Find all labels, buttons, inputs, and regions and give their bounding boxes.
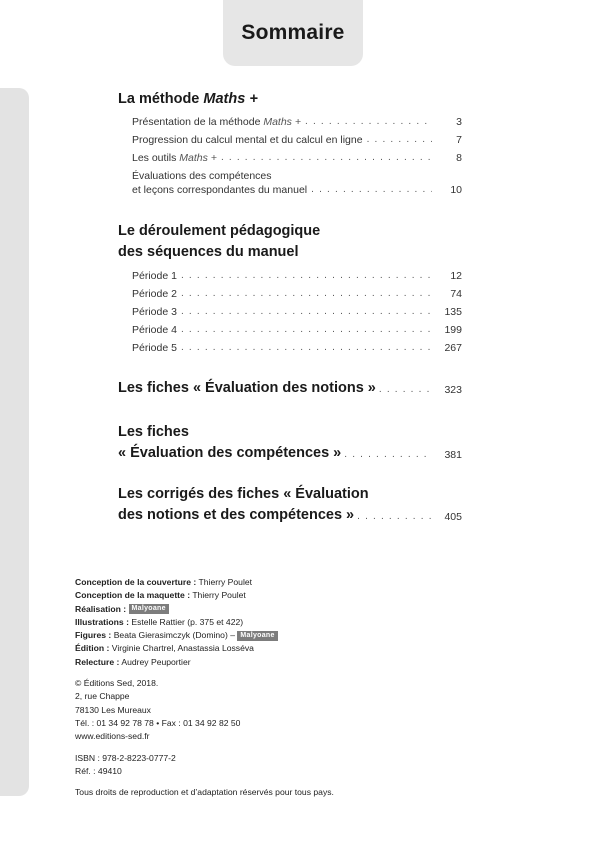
page-number: 8 xyxy=(456,152,462,164)
toc-section-methode xyxy=(118,89,462,197)
toc-entry[interactable]: « Évaluation des compétences » . . . 381 xyxy=(118,443,462,464)
credit-line: Édition : Virginie Chartrel, Anastassia Losséva xyxy=(75,643,254,654)
rights-notice: Tous droits de reproduction et d’adaptation réservés pour tous pays. xyxy=(75,787,334,798)
leader-dots xyxy=(344,449,432,461)
section-title: Les fiches xyxy=(118,424,189,440)
toc-section-corriges xyxy=(118,484,462,526)
credit-line: Figures : Beata Gierasimczyk (Domino) – Malyoane xyxy=(75,629,455,642)
studio-logo: Malyoane xyxy=(237,631,277,641)
section-title-line2: des séquences du manuel xyxy=(118,244,299,260)
leader-dots xyxy=(181,287,432,301)
page-number: 12 xyxy=(450,270,462,282)
section-title: Les corrigés des fiches « Évaluation xyxy=(118,486,369,502)
publisher-address: © Éditions Sed, 2018. 2, rue Chappe 78130 Les Mureaux Tél. : 01 34 92 78 78 • Fax : 01 34 92 82 50 www.editions-sed.fr xyxy=(75,677,455,743)
toc-section-fiches-notions xyxy=(118,378,462,399)
page-number: 405 xyxy=(444,511,462,523)
page-number: 381 xyxy=(444,449,462,461)
toc-section-fiches-competences xyxy=(118,422,462,464)
credits-block xyxy=(75,576,455,799)
toc-section-deroulement xyxy=(118,221,462,355)
toc-entry[interactable]: Période 4 . . . 199 xyxy=(118,323,462,337)
page-number: 3 xyxy=(456,116,462,128)
leader-dots xyxy=(305,115,432,129)
section-title: La méthode Maths + xyxy=(118,91,258,107)
credit-line: Relecture : Audrey Peuportier xyxy=(75,656,191,667)
page-number: 74 xyxy=(450,288,462,300)
toc-entry[interactable]: Période 5 . . . 267 xyxy=(118,341,462,355)
page-number: 7 xyxy=(456,134,462,146)
toc-entry[interactable]: Évaluations des compétences et leçons correspondantes du manuel . . . 10 xyxy=(118,169,462,197)
leader-dots xyxy=(181,323,432,337)
toc-entry[interactable]: Période 2 . . . 74 xyxy=(118,287,462,301)
publisher-website[interactable]: www.editions-sed.fr xyxy=(75,731,150,742)
credit-line: Conception de la maquette : Thierry Poulet xyxy=(75,590,246,601)
isbn: ISBN : 978-2-8223-0777-2 xyxy=(75,752,176,763)
credit-line: Illustrations : Estelle Rattier (p. 375 et 422) xyxy=(75,616,244,627)
page-title: Sommaire xyxy=(241,21,345,44)
leader-dots xyxy=(367,133,432,147)
page-title-tab xyxy=(223,0,363,66)
identifiers xyxy=(75,752,455,779)
credit-line: Conception de la couverture : Thierry Poulet xyxy=(75,577,253,587)
toc-entry[interactable]: Les outils Maths + . . . 8 xyxy=(118,151,462,165)
toc-entry[interactable]: Présentation de la méthode Maths + . . . 3 xyxy=(118,115,462,129)
studio-logo: Malyoane xyxy=(129,604,169,614)
toc-entry[interactable]: Période 1 . . . 12 xyxy=(118,269,462,283)
page-number: 10 xyxy=(450,184,462,196)
toc-entry[interactable]: Progression du calcul mental et du calcul en ligne . . . 7 xyxy=(118,133,462,147)
leader-dots xyxy=(181,341,432,355)
reference: Réf. : 49410 xyxy=(75,765,122,776)
leader-dots xyxy=(357,511,432,523)
page-number: 135 xyxy=(444,306,462,318)
leader-dots xyxy=(181,269,432,283)
leader-dots xyxy=(181,305,432,319)
page-number: 267 xyxy=(444,342,462,354)
toc-entry[interactable]: des notions et des compétences » . . . 405 xyxy=(118,505,462,526)
page-number: 323 xyxy=(444,384,462,396)
leader-dots xyxy=(221,151,432,165)
page-number: 199 xyxy=(444,324,462,336)
side-margin-tab xyxy=(0,88,29,796)
section-title: Le déroulement pédagogique xyxy=(118,223,321,239)
leader-dots xyxy=(311,183,432,197)
toc-entry[interactable]: Les fiches « Évaluation des notions » . . . 323 xyxy=(118,378,462,399)
toc-entry[interactable]: Période 3 . . . 135 xyxy=(118,305,462,319)
credit-line: Réalisation : Malyoane xyxy=(75,603,455,616)
leader-dots xyxy=(379,384,432,396)
